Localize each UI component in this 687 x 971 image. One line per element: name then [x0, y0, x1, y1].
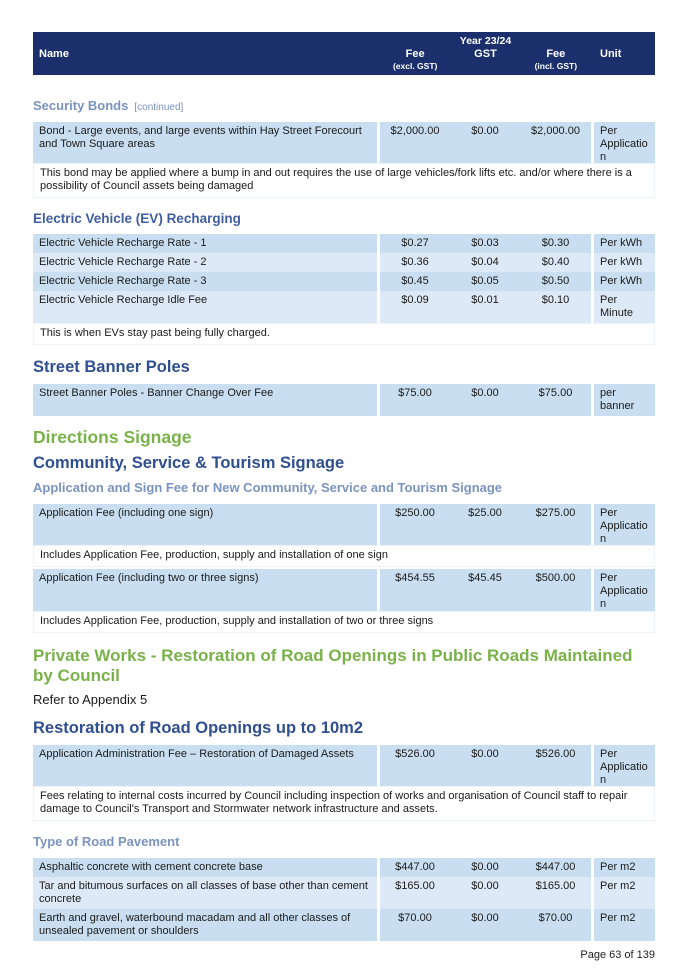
section-title-pavement: Type of Road Pavement	[33, 834, 180, 849]
row-gst: $25.00	[450, 504, 520, 545]
row-name: Tar and bitumous surfaces on all classes of base other than cement concrete	[33, 877, 377, 909]
row-fee: $165.00	[380, 877, 450, 909]
row-name: Electric Vehicle Recharge Rate - 1	[33, 234, 377, 253]
row-unit: Per Applicatio n	[594, 122, 655, 163]
row-fee: $0.36	[380, 253, 450, 272]
row-gst: $0.05	[450, 272, 520, 291]
row-gst: $0.00	[450, 745, 520, 786]
section-title-directions: Directions Signage	[33, 427, 192, 447]
continued-label: [continued]	[134, 102, 184, 113]
row-unit: Per m2	[594, 858, 655, 877]
row-unit: Per kWh	[594, 234, 655, 253]
row-name: Street Banner Poles - Banner Change Over Fee	[33, 384, 377, 416]
row-unit: Per m2	[594, 877, 655, 909]
fee-schedule-page	[33, 32, 655, 941]
section-title-ev: Electric Vehicle (EV) Recharging	[33, 211, 241, 226]
table-row	[33, 272, 655, 291]
row-fee: $0.09	[380, 291, 450, 323]
row-name: Electric Vehicle Recharge Rate - 2	[33, 253, 377, 272]
row-gst: $0.00	[450, 384, 520, 416]
row-fee-incl: $447.00	[520, 858, 591, 877]
row-gst: $0.00	[450, 909, 520, 941]
table-row	[33, 877, 655, 909]
row-name: Bond - Large events, and large events within Hay Street Forecourt and Town Square areas	[33, 122, 377, 163]
row-name: Electric Vehicle Recharge Rate - 3	[33, 272, 377, 291]
row-fee-incl: $0.10	[520, 291, 591, 323]
row-fee-incl: $75.00	[520, 384, 591, 416]
row-gst: $0.00	[450, 122, 520, 163]
row-unit: Per Applicatio n	[594, 504, 655, 545]
row-gst: $0.00	[450, 877, 520, 909]
refer-appendix: Refer to Appendix 5	[33, 692, 148, 707]
row-unit: Per m2	[594, 909, 655, 941]
row-unit: Per kWh	[594, 272, 655, 291]
table-row	[33, 909, 655, 941]
header-gst: GST	[474, 48, 497, 60]
row-fee-incl: $0.50	[520, 272, 591, 291]
row-fee: $0.27	[380, 234, 450, 253]
section-title-application: Application and Sign Fee for New Community, Service and Tourism Signage	[33, 480, 503, 495]
row-gst: $0.03	[450, 234, 520, 253]
row-fee: $447.00	[380, 858, 450, 877]
row-fee: $454.55	[380, 569, 450, 611]
table-row	[33, 384, 655, 416]
table-row	[33, 569, 655, 611]
table-row	[33, 253, 655, 272]
section-title-banner: Street Banner Poles	[33, 358, 190, 376]
row-gst: $0.00	[450, 858, 520, 877]
row-name: Application Administration Fee – Restoration of Damaged Assets	[33, 745, 377, 786]
row-unit: Per Applicatio n	[594, 745, 655, 786]
row-unit: per banner	[594, 384, 655, 416]
header-fee-incl-label: Fee	[546, 48, 566, 60]
row-gst: $0.01	[450, 291, 520, 323]
row-gst: $0.04	[450, 253, 520, 272]
header-fee-incl	[521, 47, 591, 75]
header-fee-excl-label: Fee	[405, 48, 425, 60]
row-name: Electric Vehicle Recharge Idle Fee	[33, 291, 377, 323]
row-note: Includes Application Fee, production, supply and installation of two or three signs	[33, 611, 655, 633]
row-fee-incl: $500.00	[520, 569, 591, 611]
row-name: Application Fee (including one sign)	[33, 504, 377, 545]
table-row	[33, 291, 655, 323]
row-fee: $2,000.00	[380, 122, 450, 163]
row-unit: Per Minute	[594, 291, 655, 323]
row-note: This is when EVs stay past being fully charged.	[33, 323, 655, 345]
table-row	[33, 122, 655, 163]
row-fee-incl: $0.40	[520, 253, 591, 272]
row-fee-incl: $526.00	[520, 745, 591, 786]
row-fee-incl: $0.30	[520, 234, 591, 253]
section-title-security-bonds	[33, 98, 655, 113]
section-title-private-works: Private Works - Restoration of Road Openings in Public Roads Maintained by Council	[33, 646, 633, 685]
row-note: This bond may be applied where a bump in and out requires the use of large vehicles/fork lifts etc. and/or where there is a possibility of Council assets being damaged	[33, 163, 655, 198]
table-row	[33, 504, 655, 545]
row-fee: $70.00	[380, 909, 450, 941]
row-fee: $0.45	[380, 272, 450, 291]
row-name: Application Fee (including two or three signs)	[33, 569, 377, 611]
row-unit: Per kWh	[594, 253, 655, 272]
page-number: Page 63 of 139	[580, 949, 655, 961]
table-row	[33, 234, 655, 253]
row-unit: Per Applicatio n	[594, 569, 655, 611]
row-fee-incl: $70.00	[520, 909, 591, 941]
row-note: Fees relating to internal costs incurred by Council including inspection of works and organisation of Council staff to repair damage to Council's Transport and Stormwater network infrastructure and assets.	[33, 786, 655, 821]
header-unit: Unit	[600, 47, 622, 60]
section-title-restoration: Restoration of Road Openings up to 10m2	[33, 719, 364, 737]
header-fee-incl-sub: (incl. GST)	[534, 61, 578, 71]
header-fee-excl-sub: (excl. GST)	[392, 61, 438, 71]
section-title-community: Community, Service & Tourism Signage	[33, 454, 345, 472]
row-name: Earth and gravel, waterbound macadam and all other classes of unsealed pavement or shoulders	[33, 909, 377, 941]
row-gst: $45.45	[450, 569, 520, 611]
row-fee: $250.00	[380, 504, 450, 545]
row-fee: $75.00	[380, 384, 450, 416]
row-fee-incl: $2,000.00	[520, 122, 591, 163]
security-bonds-title: Security Bonds	[33, 98, 129, 113]
table-row	[33, 858, 655, 877]
row-name: Asphaltic concrete with cement concrete base	[33, 858, 377, 877]
header-year-group	[380, 32, 591, 75]
table-header	[33, 32, 655, 75]
header-fee-excl	[380, 47, 450, 75]
header-name: Name	[39, 47, 69, 60]
row-fee-incl: $275.00	[520, 504, 591, 545]
row-fee: $526.00	[380, 745, 450, 786]
row-fee-incl: $165.00	[520, 877, 591, 909]
table-row	[33, 745, 655, 786]
header-year: Year 23/24	[459, 35, 512, 47]
row-note: Includes Application Fee, production, supply and installation of one sign	[33, 545, 655, 567]
